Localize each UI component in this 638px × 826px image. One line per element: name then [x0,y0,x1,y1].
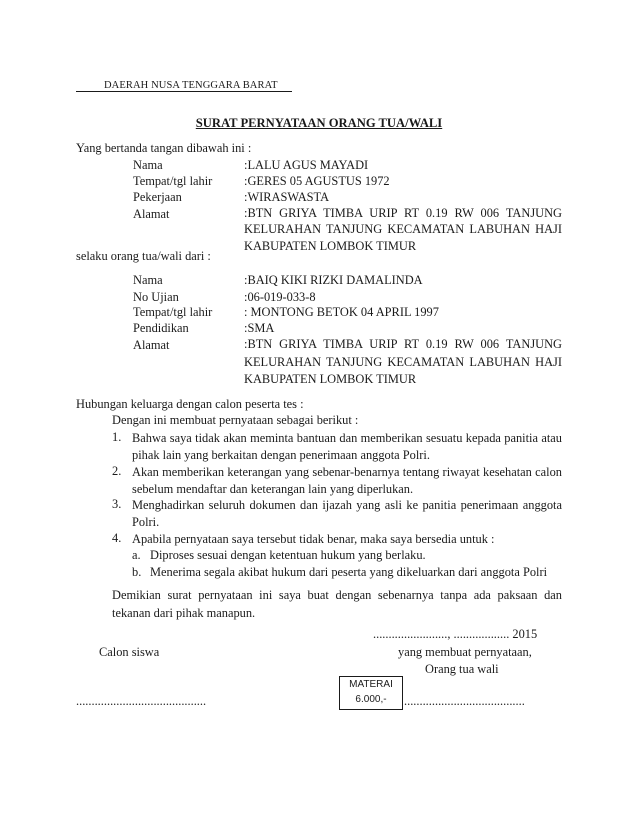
sub-statement-a-text: Diproses sesuai dengan ketentuan hukum yang berlaku. [150,548,426,562]
parent-signature-line: ....................................... [404,694,525,708]
closing-paragraph: Demikian surat pernyataan ini saya buat dengan sebenarnya tanpa ada paksaan dan tekanan dari pihak manapun. [112,588,562,620]
stamp-box [339,676,403,710]
parent-birth-label: Tempat/tgl lahir [133,174,213,188]
statement-4-text: Apabila pernyataan saya tersebut tidak benar, maka saya bersedia untuk : [132,532,495,546]
parent-name-value: :LALU AGUS MAYADI [244,158,369,172]
stamp-line-1: MATERAI [349,679,393,690]
statement-3-number: 3. [112,497,122,511]
region-header [76,80,278,91]
region-text: DAERAH NUSA TENGGARA BARAT [104,80,278,91]
student-address-value: :BTN GRIYA TIMBA URIP RT 0.19 RW 006 TANJUNG KELURAHAN TANJUNG KECAMATAN LABUHAN HAJI KABUPATEN LOMBOK TIMUR [244,337,562,386]
guardian-of-text: selaku orang tua/wali dari : [76,249,211,263]
student-name-value: :BAIQ KIKI RIZKI DAMALINDA [244,273,423,287]
parent-birth-value: :GERES 05 AGUSTUS 1972 [244,174,390,188]
candidate-label: Calon siswa [99,645,160,659]
statement-intro: Dengan ini membuat pernyataan sebagai berikut : [112,413,359,427]
statement-1-text: Bahwa saya tidak akan meminta bantuan dan memberikan sesuatu kepada panitia atau pihak lain yang berkaitan dengan penerimaan anggota Polri. [132,431,562,462]
parent-role-label: Orang tua wali [425,662,499,676]
statement-3-text: Menghadirkan seluruh dokumen dan ijazah yang asli ke panitia penerimaan anggota Polri. [132,498,562,529]
student-address-label: Alamat [133,338,170,352]
parent-name-label: Nama [133,158,163,172]
candidate-signature-line: .......................................... [76,694,207,708]
student-name-label: Nama [133,273,163,287]
stamp-line-2: 6.000,- [355,694,387,705]
student-birth-label: Tempat/tgl lahir [133,305,213,319]
statement-2-text: Akan memberikan keterangan yang sebenar-benarnya tentang riwayat kesehatan calon sebelum mendaftar dan keterangan lain yang diperlukan. [132,465,562,496]
student-exam-label: No Ujian [133,290,179,304]
student-education-value: :SMA [244,321,275,335]
statement-4-number: 4. [112,531,122,545]
student-education-label: Pendidikan [133,321,189,335]
declarant-label: yang membuat pernyataan, [398,645,532,659]
parent-address-label: Alamat [133,207,170,221]
student-exam-value: :06-019-033-8 [244,290,316,304]
parent-job-label: Pekerjaan [133,190,182,204]
relation-text: Hubungan keluarga dengan calon peserta tes : [76,397,304,411]
sub-statement-a-number: a. [132,548,141,562]
sub-statement-b-number: b. [132,565,142,579]
place-date: ........................, .................. 2015 [373,627,538,641]
sub-statement-b-text: Menerima segala akibat hukum dari peserta yang dikeluarkan dari anggota Polri [150,565,548,579]
parent-job-value: :WIRASWASTA [244,190,330,204]
statement-2-number: 2. [112,464,122,478]
intro-text: Yang bertanda tangan dibawah ini : [76,141,252,155]
document-title: SURAT PERNYATAAN ORANG TUA/WALI [195,116,443,130]
statement-1-number: 1. [112,430,122,444]
header-underline [76,91,292,92]
parent-address-value: :BTN GRIYA TIMBA URIP RT 0.19 RW 006 TANJUNG KELURAHAN TANJUNG KECAMATAN LABUHAN HAJI KABUPATEN LOMBOK TIMUR [244,206,562,253]
student-birth-value: : MONTONG BETOK 04 APRIL 1997 [244,305,439,319]
